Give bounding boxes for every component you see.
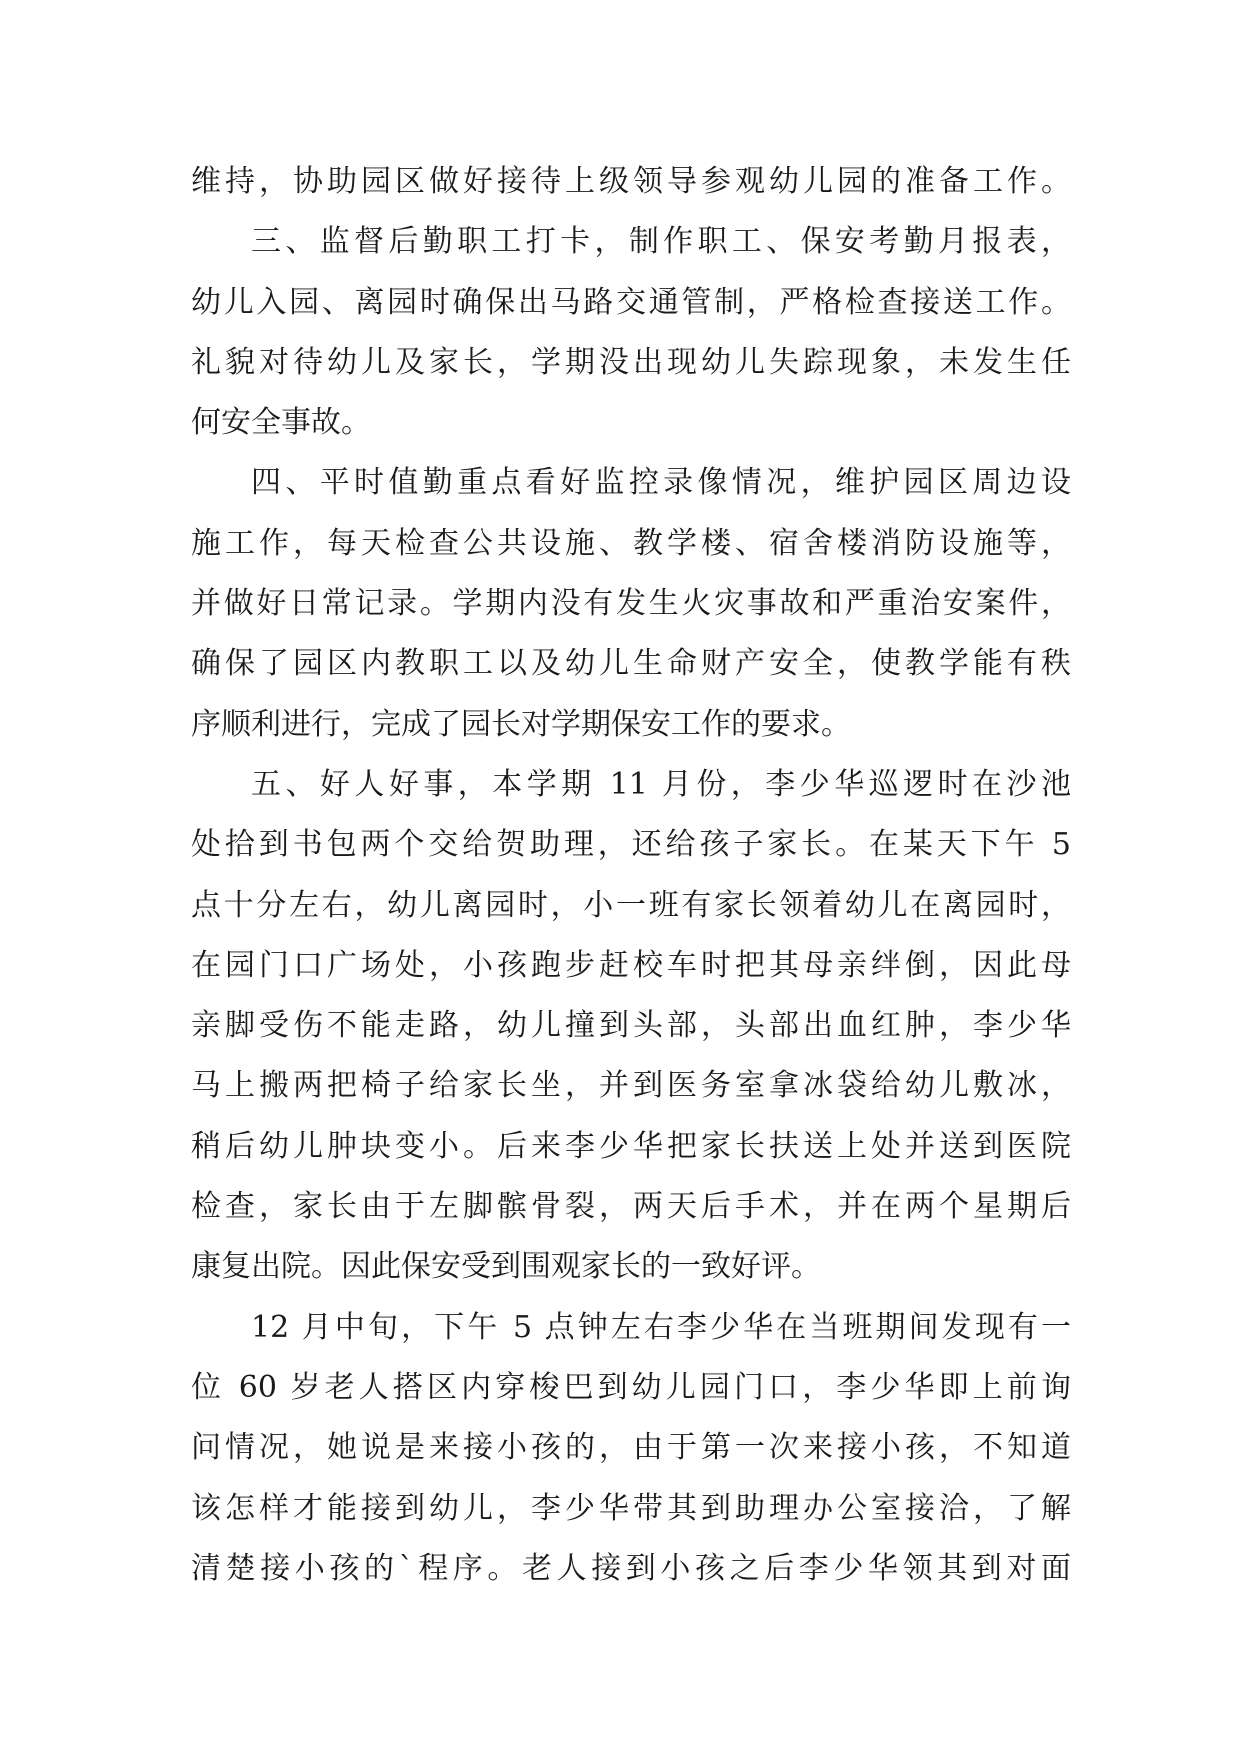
- text-line: 并做好日常记录。学期内没有发生火灾事故和严重治安案件，: [191, 586, 1071, 622]
- text-line: 点十分左右，幼儿离园时，小一班有家长领着幼儿在离园时，: [191, 887, 1071, 923]
- text-line: 四、平时值勤重点看好监控录像情况，维护园区周边设: [251, 465, 1071, 501]
- text-line: 何安全事故。: [191, 405, 371, 441]
- text-line: 问情况，她说是来接小孩的，由于第一次来接小孩，不知道: [191, 1430, 1071, 1466]
- text-line: 位 60 岁老人搭区内穿梭巴到幼儿园门口，李少华即上前询: [191, 1369, 1071, 1405]
- text-line: 清楚接小孩的`程序。老人接到小孩之后李少华领其到对面: [191, 1550, 1071, 1586]
- text-line: 检查，家长由于左脚髌骨裂，两天后手术，并在两个星期后: [191, 1189, 1071, 1225]
- document-body: [191, 152, 1071, 1599]
- text-line: 维持，协助园区做好接待上级领导参观幼儿园的准备工作。: [191, 164, 1071, 199]
- text-line: 确保了园区内教职工以及幼儿生命财产安全，使教学能有秩: [191, 646, 1071, 682]
- text-line: 在园门口广场处，小孩跑步赶校车时把其母亲绊倒，因此母: [191, 947, 1071, 983]
- text-line: 序顺利进行，完成了园长对学期保安工作的要求。: [191, 706, 851, 742]
- text-line: 幼儿入园、离园时确保出马路交通管制，严格检查接送工作。: [191, 284, 1071, 320]
- text-line: 处拾到书包两个交给贺助理，还给孩子家长。在某天下午 5: [191, 827, 1071, 863]
- text-line: 礼貌对待幼儿及家长，学期没出现幼儿失踪现象，未发生任: [191, 344, 1071, 380]
- text-line: 12 月中旬，下午 5 点钟左右李少华在当班期间发现有一: [251, 1309, 1071, 1345]
- text-line: 五、好人好事，本学期 11 月份，李少华巡逻时在沙池: [251, 766, 1071, 802]
- text-line: 亲脚受伤不能走路，幼儿撞到头部，头部出血红肿，李少华: [191, 1008, 1071, 1044]
- text-line: 该怎样才能接到幼儿，李少华带其到助理办公室接洽，了解: [191, 1490, 1071, 1526]
- text-line: 施工作，每天检查公共设施、教学楼、宿舍楼消防设施等，: [191, 525, 1071, 561]
- text-line: 稍后幼儿肿块变小。后来李少华把家长扶送上处并送到医院: [191, 1128, 1071, 1164]
- text-line: 三、监督后勤职工打卡，制作职工、保安考勤月报表，: [251, 224, 1071, 260]
- text-line: 马上搬两把椅子给家长坐，并到医务室拿冰袋给幼儿敷冰，: [191, 1068, 1071, 1104]
- text-line: 康复出院。因此保安受到围观家长的一致好评。: [191, 1249, 821, 1285]
